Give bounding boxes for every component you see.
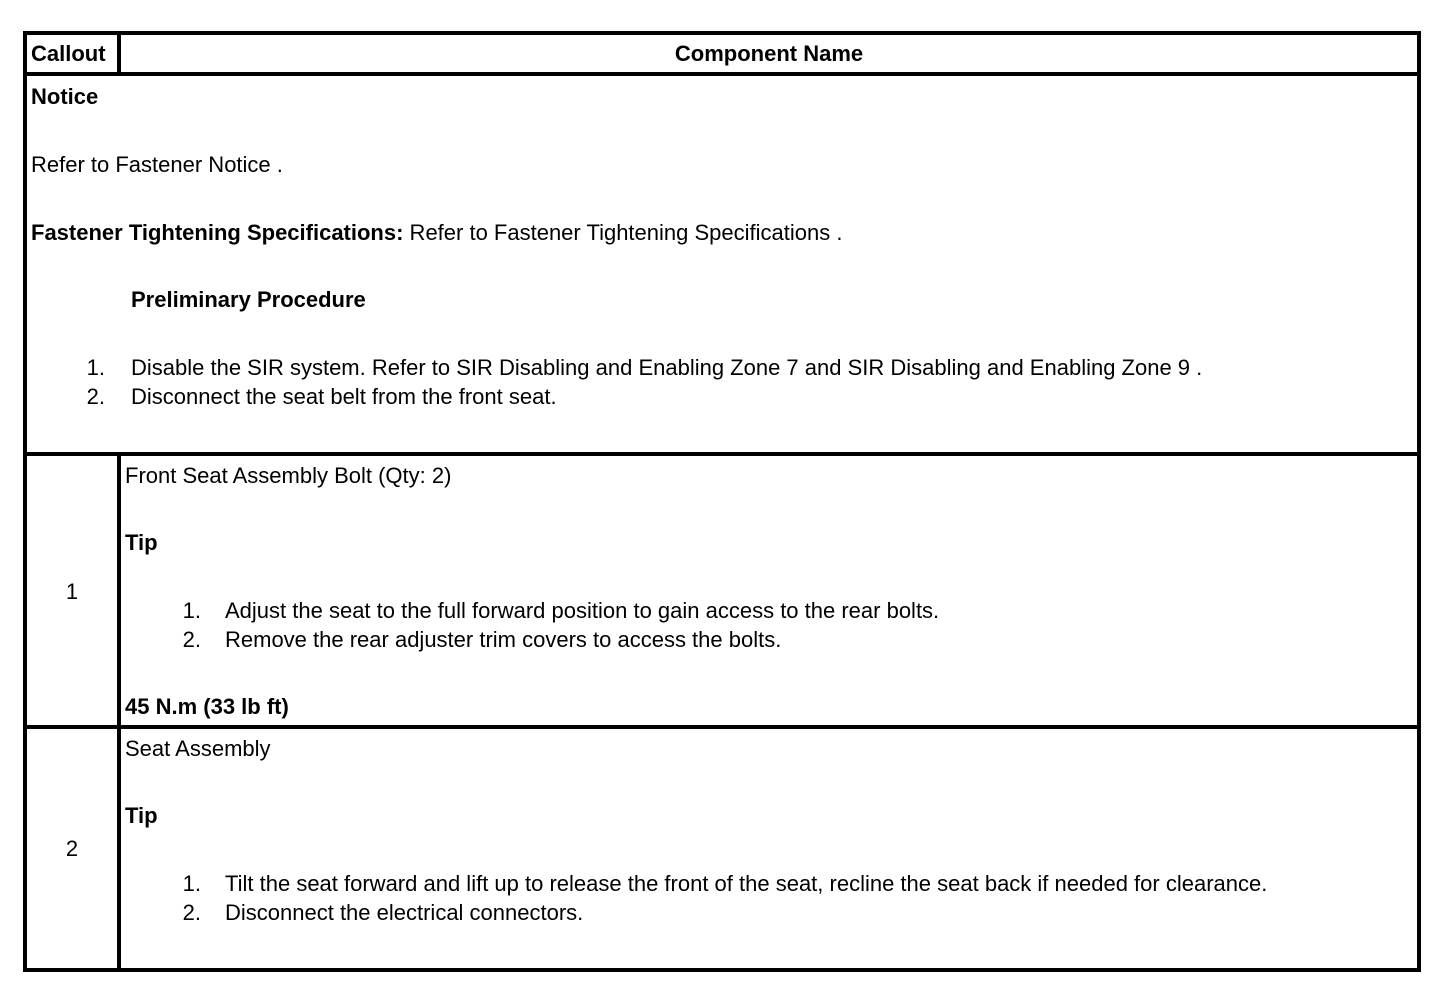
tip-step-number: 1. (182, 871, 201, 896)
callout-number: 1 (65, 579, 79, 604)
tip-step-number: 2. (182, 627, 201, 652)
preliminary-step-number: 1. (86, 355, 105, 380)
callout-column-header (27, 35, 121, 72)
tip-step-text: Remove the rear adjuster trim covers to access the bolts. (225, 627, 782, 652)
fastener-spec-line (31, 220, 842, 246)
notice-row (27, 76, 1417, 456)
component-cell (121, 456, 1417, 725)
fastener-spec-text: Refer to Fastener Tightening Specifications . (403, 220, 843, 245)
tip-label: Tip (125, 803, 158, 828)
tip-step-number: 1. (182, 598, 201, 623)
preliminary-procedure-title: Preliminary Procedure (131, 287, 366, 312)
tip-label: Tip (125, 530, 158, 555)
table-row (27, 729, 1417, 968)
callout-number: 2 (65, 836, 79, 861)
tip-step-text: Adjust the seat to the full forward position to gain access to the rear bolts. (225, 598, 940, 623)
table-header-row (27, 35, 1417, 76)
callout-cell (27, 729, 121, 968)
fastener-spec-label: Fastener Tightening Specifications: (31, 220, 404, 245)
component-name-header-label: Component Name (674, 41, 864, 66)
component-name: Seat Assembly (125, 736, 271, 761)
notice-title: Notice (31, 84, 99, 109)
preliminary-step-text: Disconnect the seat belt from the front seat. (131, 384, 557, 409)
component-name: Front Seat Assembly Bolt (Qty: 2) (125, 463, 452, 488)
tip-step-text: Disconnect the electrical connectors. (225, 900, 584, 925)
callout-header-label: Callout (31, 41, 106, 66)
component-cell (121, 729, 1417, 968)
component-name-column-header (121, 35, 1417, 72)
tip-step-number: 2. (182, 900, 201, 925)
table-row (27, 456, 1417, 729)
preliminary-step-number: 2. (86, 384, 105, 409)
callout-cell (27, 456, 121, 725)
notice-text: Refer to Fastener Notice . (31, 152, 283, 177)
tip-step-text: Tilt the seat forward and lift up to release the front of the seat, recline the seat back if needed for clearance. (225, 871, 1268, 896)
component-table (23, 31, 1421, 972)
preliminary-step-text: Disable the SIR system. Refer to SIR Disabling and Enabling Zone 7 and SIR Disabling and Enabling Zone 9 . (131, 355, 1203, 380)
torque-spec: 45 N.m (33 lb ft) (125, 694, 289, 719)
